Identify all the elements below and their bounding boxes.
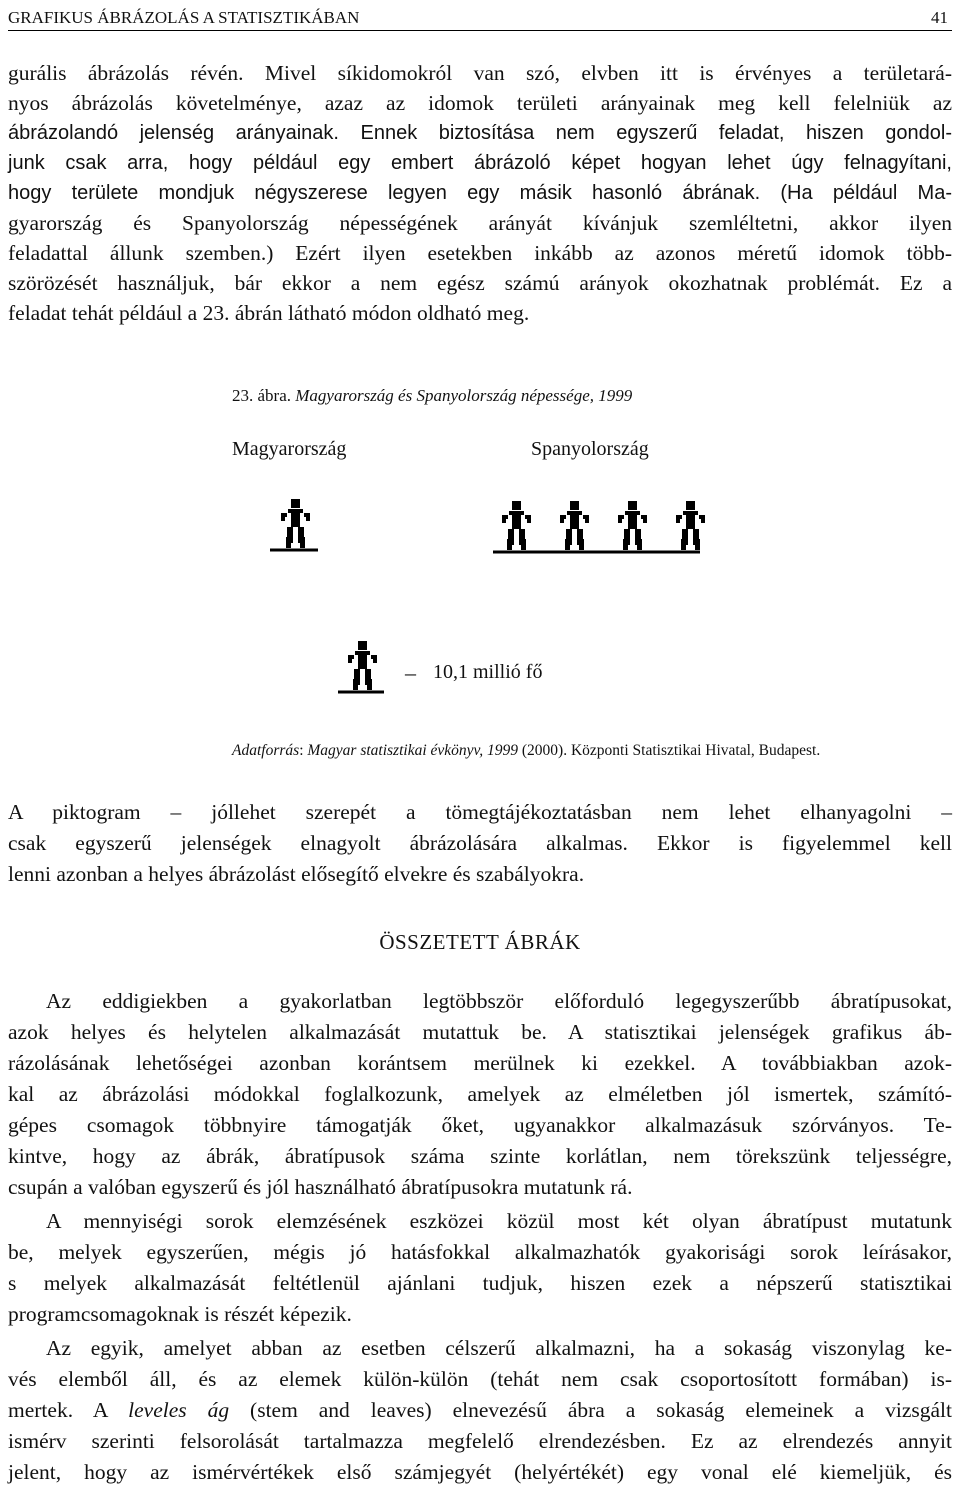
text-line: programcsomagoknak is részét képezik. [8, 1302, 352, 1326]
section-heading: ÖSSZETETT ÁBRÁK [379, 930, 581, 954]
text-line: csupán a valóban egyszerű és jól használható ábratípusokra mutatunk rá. [8, 1175, 633, 1199]
source-sep: : [299, 742, 304, 759]
text-line: gyarország és Spanyolország népességének arányát kívánjuk szemléltetni, akkor ilyen [8, 211, 952, 235]
source-rest: (2000). Központi Statisztikai Hivatal, Budapest. [521, 742, 821, 759]
legend-person-icon [338, 641, 384, 692]
text-run: (stem and leaves) elnevezésű ábra a sokaság elemeinek a vizsgált [229, 1398, 952, 1422]
legend-dash: – [405, 660, 416, 685]
text-line: s melyek alkalmazását feltétlenül ajánlani tudjuk, hiszen ezek a népszerű statisztikai [8, 1271, 952, 1295]
text-line: rázolásának lehetőségei azonban korántsem merülnek ki ezekkel. A továbbiakban azok- [8, 1051, 952, 1075]
text-line: csak egyszerű jelenségek elnagyolt ábrázolására alkalmas. Ekkor is figyelemmel kell [8, 831, 952, 855]
pictogram-series-spain [493, 501, 705, 552]
text-line: lenni azonban a helyes ábrázolást elősegítő elvekre és szabályokra. [8, 862, 585, 886]
text-line: hogy területe mondjuk négyszerese legyen egy másik hasonló ábrának. (Ha például Ma- [8, 182, 952, 204]
text-line: feladat tehát például a 23. ábrán látható módon oldható meg. [8, 301, 530, 325]
person-icon [348, 641, 377, 690]
page-number: 41 [931, 8, 948, 27]
source-label: Adatforrás [232, 742, 300, 759]
figure-caption [232, 386, 632, 406]
label-spain: Spanyolország [531, 438, 649, 460]
figure-source [232, 742, 820, 760]
person-icon [676, 501, 705, 550]
pictogram-series-hungary [270, 499, 318, 550]
text-line: kal az ábrázolási módokkal foglalkozunk, amelyek az elméletben jól ismertek, számító- [8, 1082, 952, 1106]
text-line: ábrázolandó jelenség arányainak. Ennek biztosítása nem egyszerű feladat, hiszen gondol- [8, 122, 952, 144]
text-line: kintve, hogy az ábrák, ábratípusok száma szinte korlátlan, nem törekszünk teljességre, [8, 1144, 952, 1168]
text-line [8, 1395, 952, 1425]
text-line: ismérv szerinti felsorolását tartalmazza megfelelő elrendezésben. Ez az elrendezés annyit [8, 1429, 952, 1453]
text-line: Az eddigiekben a gyakorlatban legtöbbször előforduló legegyszerűbb ábratípusokat, [46, 989, 952, 1013]
person-icon [560, 501, 589, 550]
text-line: feladattal állunk szemben.) Ezért ilyen esetekben inkább az azonos méretű idomok több- [8, 241, 952, 265]
text-line: A piktogram – jóllehet szerepét a tömegtájékoztatásban nem lehet elhanyagolni – [8, 800, 952, 824]
text-line: gurális ábrázolás révén. Mivel síkidomokról van szó, elvben itt is érvényes a területará- [8, 61, 952, 85]
text-line: junk csak arra, hogy például egy embert ábrázoló képet hogyan lehet úgy felnagyítani, [8, 152, 952, 174]
term-italic: leveles ág [128, 1398, 230, 1422]
person-icon [502, 501, 531, 550]
text-line: vés elemből áll, és az elemek külön-külön (tehát nem csak csoportosított formában) is- [8, 1367, 952, 1391]
legend-value: 10,1 millió fő [433, 661, 543, 683]
text-line: jelent, hogy az ismérvértékek első számjegyét (helyértékét) egy vonal elé kiemeljük, és [8, 1460, 952, 1484]
figure-title: Magyarország és Spanyolország népessége, 1999 [295, 386, 633, 405]
figure-number: 23. ábra. [232, 386, 292, 405]
label-hungary: Magyarország [232, 438, 347, 460]
text-line: A mennyiségi sorok elemzésének eszközei közül most két olyan ábratípust mutatunk [46, 1209, 952, 1233]
text-line: be, melyek egyszerűen, mégis jó hatásfokkal alkalmazhatók gyakorisági sorok leírásakor, [8, 1240, 952, 1264]
running-header [8, 8, 952, 31]
person-icon [281, 499, 310, 548]
text-line: Az egyik, amelyet abban az esetben célszerű alkalmazni, ha a sokaság viszonylag ke- [46, 1336, 952, 1360]
text-run: mertek. A [8, 1398, 129, 1422]
source-title: Magyar statisztikai évkönyv, 1999 [307, 742, 519, 759]
text-line: nyos ábrázolás követelménye, azaz az idomok területi arányainak meg kell felelniük az [8, 91, 952, 115]
text-line: gépes csomagok többnyire támogatják őket, ugyanakkor alkalmazásuk szórványos. Te- [8, 1113, 952, 1137]
text-line: szörözését használjuk, bár ekkor a nem egész számú arányok okozhatnak problémát. Ez a [8, 271, 952, 295]
running-title: GRAFIKUS ÁBRÁZOLÁS A STATISZTIKÁBAN [8, 8, 360, 27]
person-icon [618, 501, 647, 550]
text-line: azok helyes és helytelen alkalmazását mutattuk be. A statisztikai jelenségek grafikus áb- [8, 1020, 952, 1044]
